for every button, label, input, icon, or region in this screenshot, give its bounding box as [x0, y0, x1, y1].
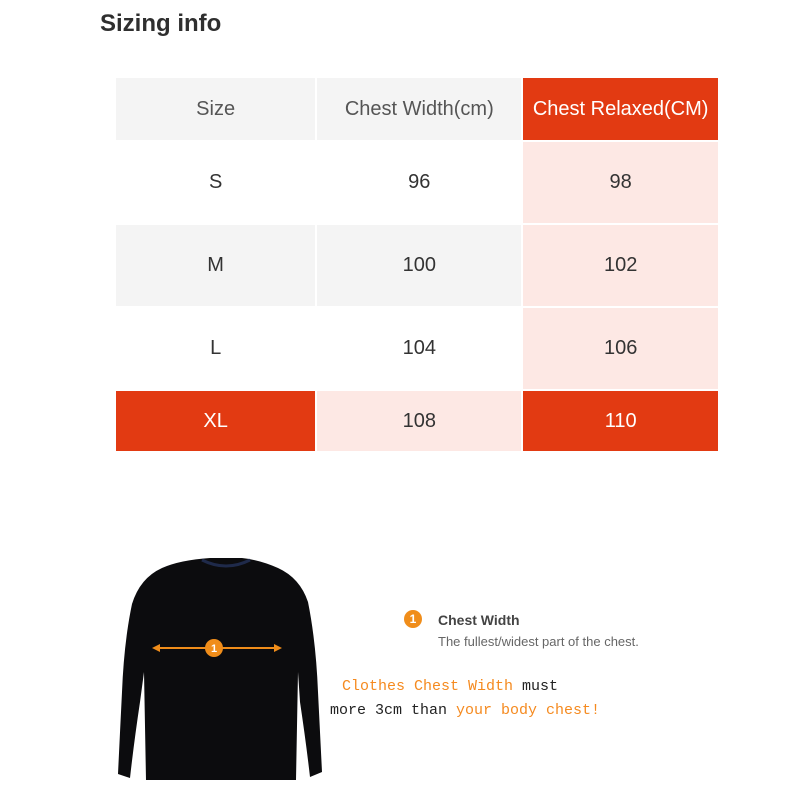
table-row — [116, 225, 720, 308]
table-row — [116, 308, 720, 391]
cell-chest-relaxed: 106 — [523, 308, 720, 391]
note-text-2: more 3cm than — [330, 702, 457, 719]
cell-chest-width: 96 — [317, 142, 523, 225]
legend-description: The fullest/widest part of the chest. — [438, 634, 639, 649]
cell-size: S — [116, 142, 317, 225]
legend-badge: 1 — [404, 610, 422, 628]
legend-title: Chest Width — [438, 612, 520, 628]
cell-chest-relaxed: 102 — [523, 225, 720, 308]
cell-size: XL — [116, 391, 317, 453]
diagram-legend — [404, 610, 639, 649]
note-line-1 — [342, 678, 558, 695]
table-row — [116, 391, 720, 453]
table-header-row — [116, 78, 720, 142]
cell-chest-relaxed: 98 — [523, 142, 720, 225]
tshirt-icon — [110, 552, 325, 792]
shirt-diagram — [110, 552, 325, 792]
header-size: Size — [116, 78, 317, 142]
table-row — [116, 142, 720, 225]
cell-size: M — [116, 225, 317, 308]
cell-size: L — [116, 308, 317, 391]
cell-chest-width: 108 — [317, 391, 523, 453]
diagram-marker-number: 1 — [210, 643, 218, 655]
cell-chest-relaxed: 110 — [523, 391, 720, 453]
cell-chest-width: 100 — [317, 225, 523, 308]
size-table — [116, 78, 720, 453]
note-line-2 — [330, 702, 600, 719]
cell-chest-width: 104 — [317, 308, 523, 391]
note-text-1: must — [513, 678, 559, 695]
note-highlight-2: your body chest! — [456, 702, 601, 719]
header-chest-relaxed: Chest Relaxed(CM) — [523, 78, 720, 142]
header-chest-width: Chest Width(cm) — [317, 78, 523, 142]
note-highlight-1: Clothes Chest Width — [342, 678, 514, 695]
page-title: Sizing info — [100, 10, 222, 37]
